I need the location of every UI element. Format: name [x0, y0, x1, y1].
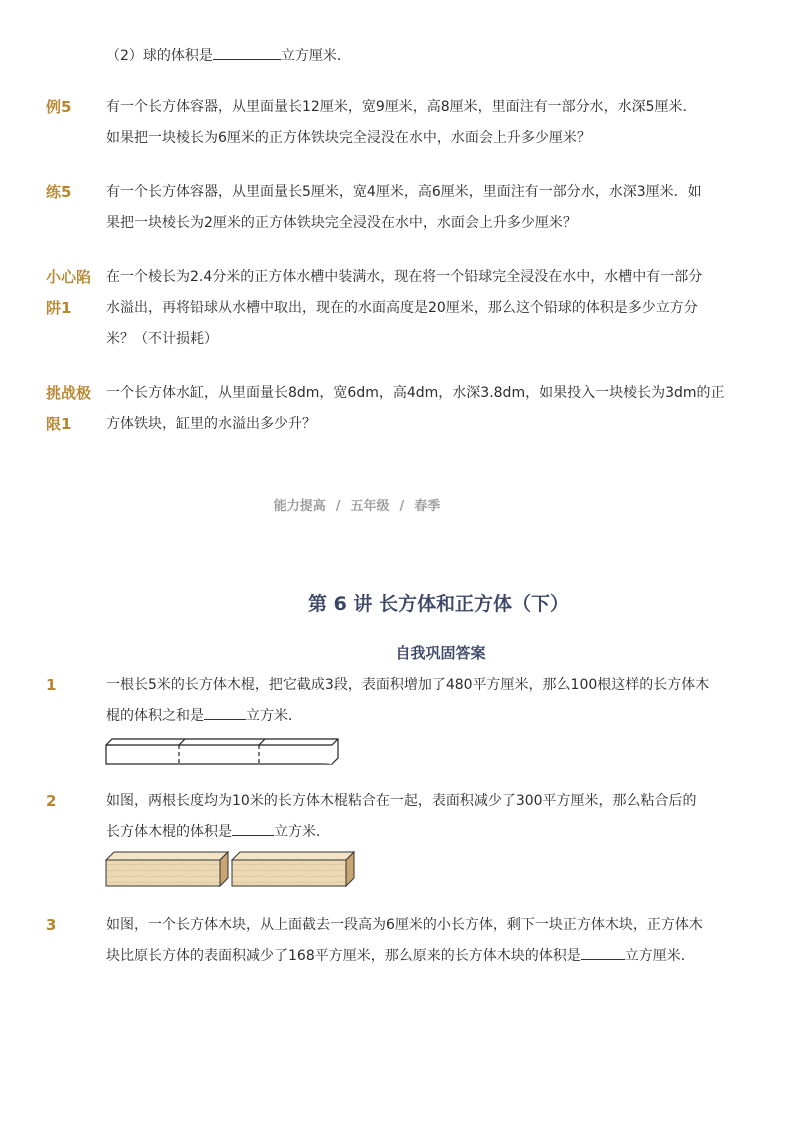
page-footer: 能力提高 / 五年级 / 春季: [273, 499, 441, 514]
answer-1: 一根长5米的长方体木棍，把它截成3段，表面积增加了480平方厘米，那么100根这样的长方体木 棍的体积之和是 立方米．: [106, 677, 710, 724]
answer-number-2: 2: [46, 792, 57, 810]
problem-trap1: 在一个棱长为2.4分米的正方体水槽中装满水，现在将一个铅球完全浸没在水中，水槽中有一部分 水溢出，再将铅球从水槽中取出，现在的水面高度是20厘米，那么这个铅球的体积是多少立方分 米？（不计损耗）: [106, 269, 703, 347]
problem-example5: 有一个长方体容器，从里面量长12厘米，宽9厘米，高8厘米，里面注有一部分水，水深5厘米． 如果把一块棱长为6厘米的正方体铁块完全浸没在水中，水面会上升多少厘米？: [106, 99, 697, 146]
answer-number-3: 3: [46, 916, 57, 934]
problem-label-challenge1: 挑战极 限1: [46, 384, 92, 433]
answer-3: 如图，一个长方体木块，从上面截去一段高为6厘米的小长方体，剩下一块正方体木块，正方体木 块比原长方体的表面积减少了168平方厘米，那么原来的长方体木块的体积是 立方厘米．: [106, 917, 703, 964]
problem-label-practice5: 练5: [46, 183, 72, 201]
lecture-title: 第 6 讲 长方体和正方体（下）: [307, 593, 570, 615]
problem-label-example5: 例5: [46, 98, 72, 116]
section-title: 自我巩固答案: [395, 644, 486, 662]
answer-blank[interactable]: [581, 945, 625, 960]
answer-blank[interactable]: [204, 705, 246, 720]
top-item: （2）球的体积是 立方厘米．: [106, 41, 720, 72]
answer-blank[interactable]: [232, 821, 274, 836]
answer-blank[interactable]: [213, 45, 281, 60]
problem-challenge1: 一个长方体水缸，从里面量长8dm，宽6dm，高4dm，水深3.8dm，如果投入一块棱长为3dm的正 方体铁块，缸里的水溢出多少升？: [106, 385, 725, 432]
two-wooden-sticks-diagram: [104, 850, 356, 890]
problem-label-trap1: 小心陷 阱1: [46, 268, 92, 317]
answer-number-1: 1: [46, 676, 57, 694]
answer-2: 如图，两根长度均为10米的长方体木棍粘合在一起，表面积减少了300平方厘米，那么粘合后的 长方体木棍的体积是 立方米．: [106, 793, 697, 840]
problem-practice5: 有一个长方体容器，从里面量长5厘米，宽4厘米，高6厘米，里面注有一部分水，水深3厘米．如 果把一块棱长为2厘米的正方体铁块完全浸没在水中，水面会上升多少厘米？: [106, 184, 702, 231]
stick-cut-diagram: [104, 737, 342, 767]
